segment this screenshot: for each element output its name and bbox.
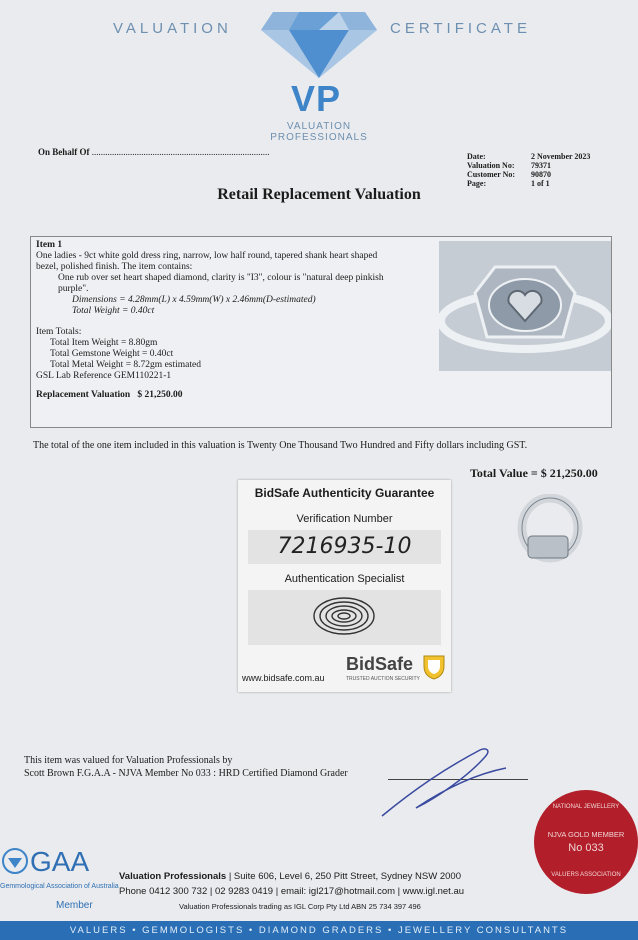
contact-block (119, 869, 464, 914)
signature-block (24, 754, 348, 780)
fingerprint-field (248, 590, 441, 645)
bidsafe-tagline: TRUSTED AUCTION SECURITY (346, 676, 420, 682)
page-label: Page: (467, 179, 487, 188)
header-left-word: VALUATION (113, 20, 232, 37)
replacement-label: Replacement Valuation (36, 390, 131, 400)
page-value: 1 of 1 (531, 179, 550, 188)
custno-value: 90870 (531, 170, 551, 179)
logo-subtitle-line-2: PROFESSIONALS (270, 132, 368, 143)
verification-number: 7216935-10 (277, 534, 412, 559)
item-desc-3: One rub over set heart shaped diamond, clarity is "I3", colour is "natural deep pinkish (58, 273, 384, 283)
signature-line-1: This item was valued for Valuation Professionals by (24, 755, 233, 766)
item-details (36, 240, 436, 401)
gaa-name: GAA (30, 846, 90, 877)
njva-seal (534, 790, 638, 894)
item-desc-1: One ladies - 9ct white gold dress ring, narrow, low half round, tapered shank heart shaped (36, 251, 378, 261)
header-right-word: CERTIFICATE (390, 20, 531, 37)
ring-photo (439, 241, 611, 371)
replacement-row (36, 390, 436, 401)
item-desc-4: purple". (58, 284, 89, 294)
total-gem-weight: Total Gemstone Weight = 0.40ct (50, 349, 174, 359)
custno-label: Customer No: (467, 170, 516, 179)
meta-values (531, 152, 621, 188)
bidsafe-title: BidSafe Authenticity Guarantee (254, 486, 435, 500)
gaa-emblem-icon (2, 848, 28, 874)
contact-address: | Suite 606, Level 6, 250 Pitt Street, Sydney NSW 2000 (228, 871, 461, 882)
item-heading: Item 1 (36, 240, 63, 250)
signature-line-2: Scott Brown F.G.A.A - NJVA Member No 033 : HRD Certified Diamond Grader (24, 768, 348, 779)
seal-middle: NJVA GOLD MEMBER (547, 830, 625, 839)
gaa-full-name: Gemmological Association of Australia (0, 883, 119, 890)
bidsafe-website: www.bidsafe.com.au (242, 673, 325, 683)
behalf-label: On Behalf Of (38, 147, 90, 157)
seal-number: No 033 (568, 842, 604, 854)
date-label: Date: (467, 152, 486, 161)
contact-name-row (119, 869, 464, 884)
signature-scribble-icon (376, 738, 526, 822)
gsl-reference: GSL Lab Reference GEM110221-1 (36, 371, 172, 381)
summary-text: The total of the one item included in this valuation is Twenty One Thousand Two Hundred and Fifty dollars including GST. (33, 440, 528, 451)
page-title: Retail Replacement Valuation (217, 186, 421, 203)
item-totals-label: Item Totals: (36, 327, 82, 337)
contact-trading: Valuation Professionals trading as IGL Corp Pty Ltd ABN 25 734 397 496 (179, 902, 421, 911)
item-desc-2: bezel, polished finish. The item contains: (36, 262, 193, 272)
seal-top: NATIONAL JEWELLERY (552, 804, 620, 810)
fingerprint-icon (248, 590, 441, 645)
bidsafe-logo-text: BidSafe (346, 654, 414, 674)
valno-label: Valuation No: (467, 161, 515, 170)
replacement-value: $ 21,250.00 (137, 390, 183, 400)
valno-value: 79371 (531, 161, 551, 170)
total-value: Total Value = $ 21,250.00 (470, 466, 598, 480)
bidsafe-card (238, 480, 451, 692)
total-metal-weight: Total Metal Weight = 8.72gm estimated (50, 360, 201, 370)
ring-side-photo-icon (514, 494, 586, 568)
total-item-weight: Total Item Weight = 8.80gm (50, 338, 158, 348)
item-total-weight: Total Weight = 0.40ct (72, 306, 155, 316)
contact-name: Valuation Professionals (119, 871, 227, 882)
logo-subtitle-line-1: VALUATION (286, 121, 352, 132)
shield-icon (422, 654, 446, 680)
diamond-logo-icon (259, 10, 379, 80)
specialist-label: Authentication Specialist (284, 573, 405, 585)
date-value: 2 November 2023 (531, 152, 591, 161)
seal-bottom: VALUERS ASSOCIATION (551, 872, 621, 878)
behalf-row (38, 147, 270, 157)
ring-icon (439, 241, 611, 371)
footer-bar: VALUERS • GEMMOLOGISTS • DIAMOND GRADERS • JEWELLERY CONSULTANTS (0, 921, 638, 940)
behalf-dots: ............................................................................... (91, 147, 270, 157)
gaa-member: Member (56, 900, 93, 911)
contact-phone: Phone 0412 300 732 | 02 9283 0419 | email: igl217@hotmail.com | www.igl.net.au (119, 886, 465, 897)
logo-subtitle (266, 121, 372, 143)
logo-initials: VP (291, 78, 342, 119)
item-dimensions: Dimensions = 4.28mm(L) x 4.59mm(W) x 2.46mm(D-estimated) (72, 295, 316, 305)
verification-label: Verification Number (296, 513, 393, 525)
